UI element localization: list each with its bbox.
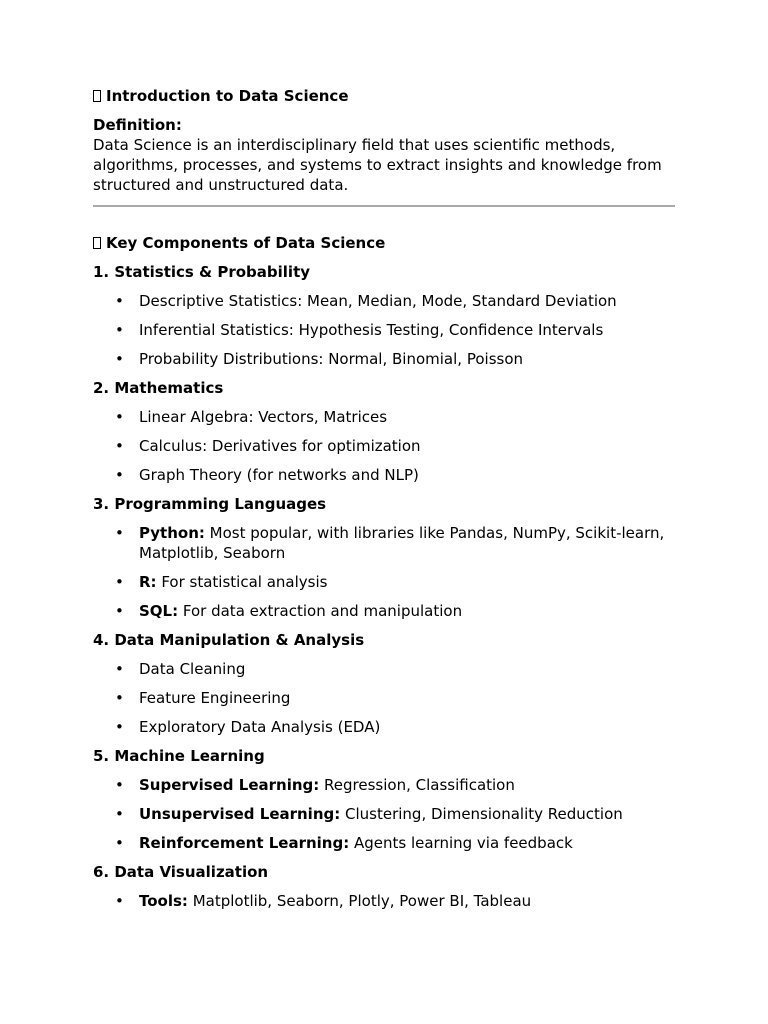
list-item-term: Python: — [139, 524, 205, 542]
list-item-term: Tools: — [139, 892, 188, 910]
list-item — [93, 891, 675, 911]
horizontal-divider — [93, 205, 675, 207]
list-item-text: Agents learning via feedback — [349, 834, 573, 852]
list-item — [93, 688, 675, 708]
list-item — [93, 572, 675, 592]
list-item-text: Probability Distributions: Normal, Binomial, Poisson — [139, 350, 524, 368]
list-item-term: Unsupervised Learning: — [139, 805, 341, 823]
list-item-text: For statistical analysis — [156, 573, 328, 591]
list-item-text: Linear Algebra: Vectors, Matrices — [139, 408, 388, 426]
list-item — [93, 775, 675, 795]
list-item — [93, 465, 675, 485]
intro-heading — [93, 86, 675, 106]
group-title: 6. Data Visualization — [93, 863, 269, 881]
list-item-term: Supervised Learning: — [139, 776, 320, 794]
document-content — [93, 86, 675, 911]
missing-glyph-icon — [93, 90, 101, 102]
list-item-text: Most popular, with libraries like Pandas, NumPy, Scikit-learn, Matplotlib, Seaborn — [139, 524, 665, 562]
group-title: 2. Mathematics — [93, 379, 224, 397]
list-item-term: R: — [139, 573, 157, 591]
bullet-list — [93, 775, 675, 853]
definition-label: Definition: — [93, 116, 182, 134]
group-title: 3. Programming Languages — [93, 495, 327, 513]
list-item-text: Calculus: Derivatives for optimization — [139, 437, 421, 455]
list-item-text: Graph Theory (for networks and NLP) — [139, 466, 419, 484]
group-title: 5. Machine Learning — [93, 747, 265, 765]
bullet-list — [93, 407, 675, 485]
component-groups — [93, 262, 675, 911]
list-item — [93, 659, 675, 679]
group-title: 4. Data Manipulation & Analysis — [93, 631, 365, 649]
list-item — [93, 407, 675, 427]
list-item-term: Reinforcement Learning: — [139, 834, 350, 852]
list-item-text: Clustering, Dimensionality Reduction — [340, 805, 623, 823]
list-item — [93, 291, 675, 311]
list-item-text: Data Cleaning — [139, 660, 246, 678]
group-title: 1. Statistics & Probability — [93, 263, 311, 281]
list-item — [93, 717, 675, 737]
list-item — [93, 349, 675, 369]
list-item — [93, 320, 675, 340]
list-item — [93, 833, 675, 853]
missing-glyph-icon — [93, 237, 101, 249]
list-item-term: SQL: — [139, 602, 179, 620]
bullet-list — [93, 291, 675, 369]
bullet-list — [93, 659, 675, 737]
intro-title: Introduction to Data Science — [106, 87, 349, 105]
list-item — [93, 523, 675, 563]
list-item — [93, 436, 675, 456]
list-item — [93, 601, 675, 621]
list-item-text: Regression, Classification — [319, 776, 515, 794]
list-item-text: Matplotlib, Seaborn, Plotly, Power BI, Tableau — [187, 892, 532, 910]
components-title: Key Components of Data Science — [106, 234, 386, 252]
list-item-text: Inferential Statistics: Hypothesis Testing, Confidence Intervals — [139, 321, 604, 339]
list-item-text: Exploratory Data Analysis (EDA) — [139, 718, 381, 736]
bullet-list — [93, 891, 675, 911]
list-item-text: For data extraction and manipulation — [178, 602, 463, 620]
bullet-list — [93, 523, 675, 621]
list-item-text: Descriptive Statistics: Mean, Median, Mode, Standard Deviation — [139, 292, 617, 310]
components-heading — [93, 233, 675, 253]
definition-text: Data Science is an interdisciplinary field that uses scientific methods, algorithms, processes, and systems to extract insights and knowledge from structured and unstructured data. — [93, 136, 662, 194]
list-item-text: Feature Engineering — [139, 689, 291, 707]
list-item — [93, 804, 675, 824]
